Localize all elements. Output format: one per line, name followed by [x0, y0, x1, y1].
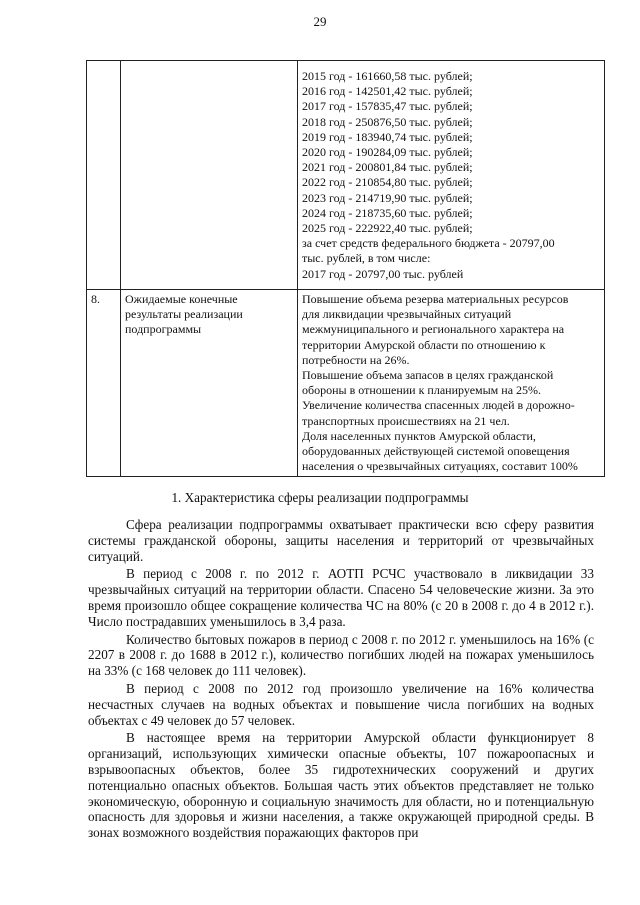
cell-financing	[298, 61, 605, 290]
financing-line: 2024 год - 218735,60 тыс. рублей;	[302, 205, 473, 220]
result-line: Увеличение количества спасенных людей в дорожно-	[302, 398, 575, 413]
federal-2017-line: 2017 год - 20797,00 тыс. рублей	[302, 266, 464, 281]
financing-line: 2016 год - 142501,42 тыс. рублей;	[302, 84, 473, 99]
financing-line: 2017 год - 157835,47 тыс. рублей;	[302, 99, 473, 114]
financing-line: 2018 год - 250876,50 тыс. рублей;	[302, 114, 473, 129]
row-number: 8.	[87, 290, 121, 477]
financing-line: 2020 год - 190284,09 тыс. рублей;	[302, 145, 473, 160]
table-row-financing	[87, 61, 605, 290]
financing-line: 2022 год - 210854,80 тыс. рублей;	[302, 175, 473, 190]
result-line: потребности на 26%.	[302, 352, 410, 367]
cell-number-empty	[87, 61, 121, 290]
body-text	[88, 517, 594, 843]
result-line: территории Амурской области по отношению к	[302, 337, 546, 352]
result-line: оборудованных действующей системой оповещения	[302, 444, 570, 459]
cell-label-empty	[121, 61, 298, 290]
result-line: для ликвидации чрезвычайных ситуаций	[302, 307, 512, 322]
cell-expected-results	[298, 290, 605, 477]
paragraph: В период с 2008 по 2012 год произошло увеличение на 16% количества несчастных случаев на водных объектах и повышение числа погибших на водных объектах с 49 человек до 57 человек.	[88, 680, 594, 728]
paragraph: В период с 2008 г. по 2012 г. АОТП РСЧС участвовало в ликвидации 33 чрезвычайных ситуаций на территории области. Спасено 54 человеческие жизни. За это время произошло общее сокращение количества ЧС на 80% (с 20 в 2008 г. до 4 в 2012 г.). Число пострадавших уменьшилось в 3,4 раза.	[88, 566, 594, 629]
financing-line: 2025 год - 222922,40 тыс. рублей;	[302, 221, 473, 236]
program-passport-table	[86, 60, 605, 477]
federal-budget-line: за счет средств федерального бюджета - 20797,00	[302, 236, 555, 251]
financing-line: 2021 год - 200801,84 тыс. рублей;	[302, 160, 473, 175]
result-line: межмуниципального и регионального характера на	[302, 322, 565, 337]
financing-line: 2019 год - 183940,74 тыс. рублей;	[302, 129, 473, 144]
paragraph: Количество бытовых пожаров в период с 2008 г. по 2012 г. уменьшилось на 16% (с 2207 в 2008 г. до 1688 в 2012 г.), количество погибших людей на пожарах уменьшилось на 33% (с 168 человек до 111 человек).	[88, 631, 594, 679]
financing-line: 2015 год - 161660,58 тыс. рублей;	[302, 69, 473, 83]
section-heading: 1. Характеристика сферы реализации подпрограммы	[171, 490, 469, 505]
paragraph: Сфера реализации подпрограммы охватывает практически всю сферу развития системы гражданской обороны, защиты населения и территорий от чрезвычайных ситуаций.	[88, 517, 594, 564]
table-row-expected-results	[87, 290, 605, 477]
result-line: обороны в отношении к планируемым на 25%.	[302, 383, 542, 398]
federal-budget-line-cont: тыс. рублей, в том числе:	[302, 251, 431, 266]
page-number: 29	[313, 14, 327, 29]
row-label: Ожидаемые конечные результаты реализации подпрограммы	[121, 290, 298, 477]
financing-line: 2023 год - 214719,90 тыс. рублей;	[302, 190, 473, 205]
paragraph: В настоящее время на территории Амурской области функционирует 8 организаций, использующих химически опасные объекты, 107 пожароопасных и взрывоопасных объектов, более 35 гидротехнических сооружений и других потенциально опасных объектов. Большая часть этих объектов представляет не только экономическую, оборонную и социальную значимость для области, но и потенциальную опасность для здоровья и жизни населения, а также окружающей природной среды. В зонах возможного воздействия поражающих факторов при	[88, 730, 594, 841]
result-line: Повышение объема запасов в целях гражданской	[302, 368, 554, 383]
result-line: Повышение объема резерва материальных ресурсов	[302, 292, 569, 306]
result-line: Доля населенных пунктов Амурской области,	[302, 428, 536, 443]
result-line: транспортных происшествиях на 21 чел.	[302, 413, 510, 428]
result-line: населения о чрезвычайных ситуациях, составит 100%	[302, 459, 578, 474]
